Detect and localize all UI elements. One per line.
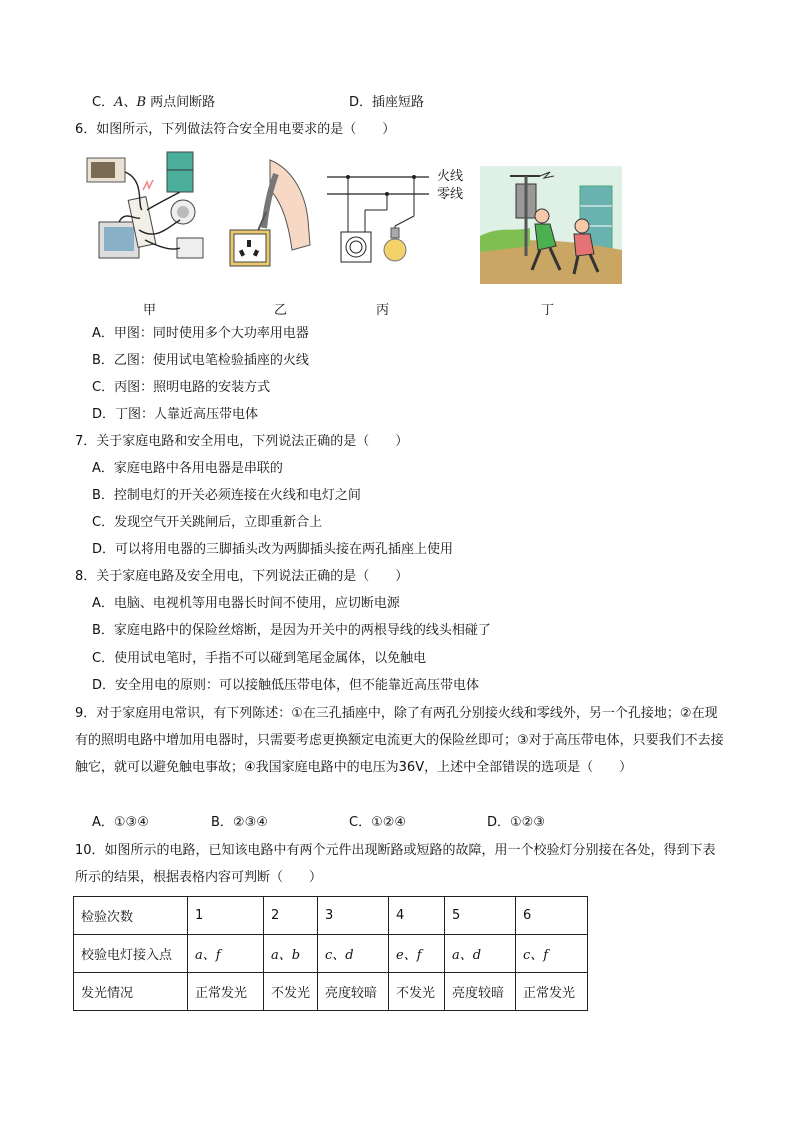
q8-option-c: C．使用试电笔时，手指不可以碰到笔尾金属体，以免触电: [92, 651, 427, 666]
table-cell: 2: [264, 897, 318, 935]
table-cell: 亮度较暗: [318, 973, 389, 1011]
table-cell: 3: [318, 897, 389, 935]
table-row: [74, 897, 588, 935]
table-cell: a、b: [264, 935, 318, 973]
table-row: [74, 973, 588, 1011]
q8-option-d: D．安全用电的原则：可以接触低压带电体，但不能靠近高压带电体: [92, 678, 480, 693]
q7-stem: 7．关于家庭电路和安全用电，下列说法正确的是（ ）: [75, 434, 409, 449]
table-cell: a、d: [445, 935, 516, 973]
table-cell: 发光情况: [74, 973, 188, 1011]
q7-option-d: D．可以将用电器的三脚插头改为两脚插头接在两孔插座上使用: [92, 542, 454, 557]
table-cell: 不发光: [264, 973, 318, 1011]
q9-stem: 9．对于家庭用电常识，有下列陈述：①在三孔插座中，除了有两孔分别接火线和零线外，另一个孔接地；②在现有的照明电路中增加用电器时，只需要考虑更换额定电流更大的保险丝即可；③对于高压带电体，只要我们不去接触它，就可以避免触电事故；④我国家庭电路中的电压为36V，上述中全部错误的选项是（ ）: [75, 706, 724, 775]
q8-stem: 8．关于家庭电路及安全用电，下列说法正确的是（ ）: [75, 569, 409, 584]
q10-stem: 10．如图所示的电路，已知该电路中有两个元件出现断路或短路的故障，用一个校验灯分别接在各处，得到下表所示的结果，根据表格内容可判断（ ）: [75, 843, 716, 885]
caption-jia: 甲: [143, 303, 157, 318]
table-cell: 5: [445, 897, 516, 935]
table-cell: a、f: [188, 935, 264, 973]
table-cell: 1: [188, 897, 264, 935]
table-cell: c、f: [516, 935, 588, 973]
q8-option-a: A．电脑、电视机等用电器长时间不使用，应切断电源: [92, 596, 400, 611]
table-cell: 亮度较暗: [445, 973, 516, 1011]
q6-stem: 6．如图所示，下列做法符合安全用电要求的是（ ）: [75, 122, 396, 137]
q7-option-a: A．家庭电路中各用电器是串联的: [92, 461, 283, 476]
caption-bing: 丙: [376, 303, 390, 318]
q9-option-b: B．②③④: [211, 815, 268, 830]
table-row: [74, 935, 588, 973]
table-cell: 不发光: [389, 973, 445, 1011]
q6-option-b: B．乙图：使用试电笔检验插座的火线: [92, 353, 309, 368]
q6-option-c: C．丙图：照明电路的安装方式: [92, 380, 271, 395]
figure-bing-wiring: [327, 166, 437, 276]
table-cell: 4: [389, 897, 445, 935]
figure-ding-high-voltage: [480, 166, 622, 284]
table-cell: 正常发光: [516, 973, 588, 1011]
q8-option-b: B．家庭电路中的保险丝熔断，是因为开关中的两根导线的线头相碰了: [92, 623, 491, 638]
figure-yi-test-pen: [230, 160, 320, 270]
table-cell: 检验次数: [74, 897, 188, 935]
wire-label-live: 火线: [437, 169, 464, 184]
q9-option-a: A．①③④: [92, 815, 149, 830]
table-cell: 校验电灯接入点: [74, 935, 188, 973]
q9-option-c: C．①②④: [349, 815, 407, 830]
q10-result-table: [73, 896, 588, 1011]
caption-ding: 丁: [541, 303, 555, 318]
q6-option-d: D．丁图：人靠近高压带电体: [92, 407, 259, 422]
q5-option-d: D．插座短路: [349, 95, 425, 110]
table-cell: 正常发光: [188, 973, 264, 1011]
wire-label-neutral: 零线: [437, 187, 464, 202]
table-cell: e、f: [389, 935, 445, 973]
table-cell: 6: [516, 897, 588, 935]
q6-option-a: A．甲图：同时使用多个大功率用电器: [92, 326, 309, 341]
q9-option-d: D．①②③: [487, 815, 545, 830]
figure-jia-overloaded-socket: [85, 150, 215, 270]
caption-yi: 乙: [274, 303, 288, 318]
q7-option-c: C．发现空气开关跳闸后，立即重新合上: [92, 515, 323, 530]
q5-option-c: C．A、B 两点间断路: [92, 95, 216, 110]
table-cell: c、d: [318, 935, 389, 973]
q7-option-b: B．控制电灯的开关必须连接在火线和电灯之间: [92, 488, 361, 503]
